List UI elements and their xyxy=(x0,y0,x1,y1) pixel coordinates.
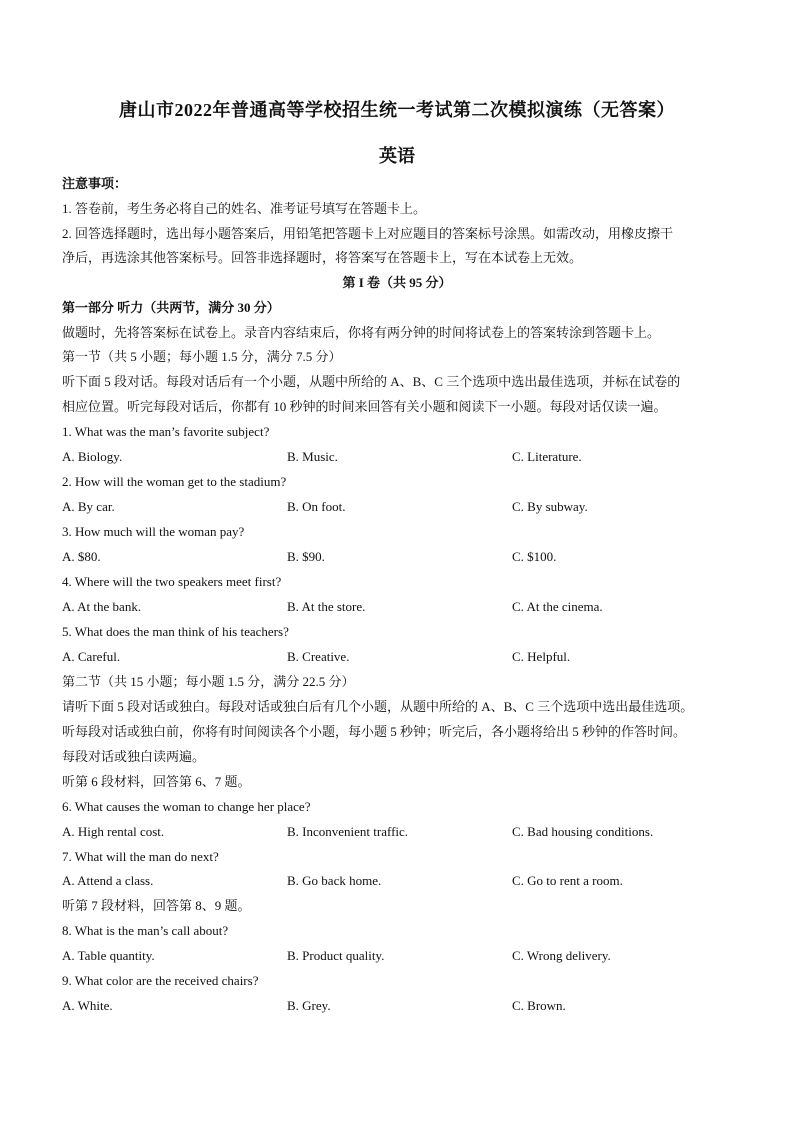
question-4-text: 4. Where will the two speakers meet first? xyxy=(62,574,282,589)
question-9-option-a: A. White. xyxy=(62,998,113,1013)
material-6-heading: 听第 6 段材料，回答第 6、7 题。 xyxy=(62,774,251,789)
exam-title: 唐山市2022年普通高等学校招生统一考试第二次模拟演练（无答案） xyxy=(119,100,675,120)
question-8-option-c: C. Wrong delivery. xyxy=(512,948,611,963)
question-2-option-b: B. On foot. xyxy=(287,499,346,514)
question-7-option-a: A. Attend a class. xyxy=(62,873,154,888)
question-5-options xyxy=(62,649,742,665)
part-1-heading: 第一部分 听力（共两节，满分 30 分） xyxy=(62,300,280,315)
question-5-option-b: B. Creative. xyxy=(287,649,350,664)
question-5-option-c: C. Helpful. xyxy=(512,649,571,664)
section-1-heading: 第一节（共 5 小题；每小题 1.5 分，满分 7.5 分） xyxy=(62,349,342,364)
question-3-option-c: C. $100. xyxy=(512,549,557,564)
part-1-instruction: 做题时，先将答案标在试卷上。录音内容结束后，你将有两分钟的时间将试卷上的答案转涂到答题卡上。 xyxy=(62,325,661,340)
question-5-option-a: A. Careful. xyxy=(62,649,121,664)
question-7-option-b: B. Go back home. xyxy=(287,873,382,888)
notice-item-2-line-1: 2. 回答选择题时，选出每小题答案后，用铅笔把答题卡上对应题目的答案标号涂黑。如需改动，用橡皮擦干 xyxy=(62,226,674,241)
section-2-heading: 第二节（共 15 小题；每小题 1.5 分，满分 22.5 分） xyxy=(62,674,355,689)
question-9-options xyxy=(62,998,742,1014)
question-2-option-a: A. By car. xyxy=(62,499,115,514)
question-3-option-b: B. $90. xyxy=(287,549,325,564)
question-8-option-a: A. Table quantity. xyxy=(62,948,155,963)
question-9-text: 9. What color are the received chairs? xyxy=(62,973,259,988)
question-7-option-c: C. Go to rent a room. xyxy=(512,873,623,888)
question-6-text: 6. What causes the woman to change her place? xyxy=(62,799,311,814)
section-2-instruction-line-3: 每段对话或独白读两遍。 xyxy=(62,749,206,764)
notice-item-1: 1. 答卷前，考生务必将自己的姓名、准考证号填写在答题卡上。 xyxy=(62,201,427,216)
question-4-option-c: C. At the cinema. xyxy=(512,599,603,614)
section-1-instruction-line-1: 听下面 5 段对话。每段对话后有一个小题，从题中所给的 A、B、C 三个选项中选出最佳选项，并标在试卷的 xyxy=(62,374,681,389)
question-2-options xyxy=(62,499,742,515)
question-1-option-c: C. Literature. xyxy=(512,449,582,464)
question-1-option-a: A. Biology. xyxy=(62,449,123,464)
question-6-option-c: C. Bad housing conditions. xyxy=(512,824,654,839)
question-8-option-b: B. Product quality. xyxy=(287,948,385,963)
question-1-text: 1. What was the man’s favorite subject? xyxy=(62,424,270,439)
question-8-options xyxy=(62,948,742,964)
question-6-options xyxy=(62,824,742,840)
section-2-instruction-line-2: 听每段对话或独白前，你将有时间阅读各个小题，每小题 5 秒钟；听完后，各小题将给出 5 秒钟的作答时间。 xyxy=(62,724,687,739)
question-8-text: 8. What is the man’s call about? xyxy=(62,923,229,938)
question-3-text: 3. How much will the woman pay? xyxy=(62,524,245,539)
question-6-option-b: B. Inconvenient traffic. xyxy=(287,824,409,839)
question-7-text: 7. What will the man do next? xyxy=(62,849,219,864)
question-7-options xyxy=(62,873,742,889)
notice-heading: 注意事项： xyxy=(62,176,128,191)
question-1-options xyxy=(62,449,742,465)
section-2-instruction-line-1: 请听下面 5 段对话或独白。每段对话或独白后有几个小题，从题中所给的 A、B、C 三个选项中选出最佳选项。 xyxy=(62,699,694,714)
question-9-option-b: B. Grey. xyxy=(287,998,331,1013)
question-4-options xyxy=(62,599,742,615)
notice-item-2-line-2: 净后，再选涂其他答案标号。回答非选择题时，将答案写在答题卡上，写在本试卷上无效。 xyxy=(62,250,583,265)
question-5-text: 5. What does the man think of his teachers? xyxy=(62,624,289,639)
question-3-option-a: A. $80. xyxy=(62,549,101,564)
question-4-option-b: B. At the store. xyxy=(287,599,366,614)
question-1-option-b: B. Music. xyxy=(287,449,338,464)
section-1-instruction-line-2: 相应位置。听完每段对话后，你都有 10 秒钟的时间来回答有关小题和阅读下一小题。每段对话仅读一遍。 xyxy=(62,399,667,414)
material-7-heading: 听第 7 段材料，回答第 8、9 题。 xyxy=(62,898,251,913)
volume-1-heading: 第 I 卷（共 95 分） xyxy=(342,275,452,290)
question-9-option-c: C. Brown. xyxy=(512,998,566,1013)
question-2-option-c: C. By subway. xyxy=(512,499,588,514)
question-3-options xyxy=(62,549,742,565)
question-4-option-a: A. At the bank. xyxy=(62,599,142,614)
question-2-text: 2. How will the woman get to the stadium? xyxy=(62,474,287,489)
exam-subject: 英语 xyxy=(379,146,415,166)
question-6-option-a: A. High rental cost. xyxy=(62,824,165,839)
